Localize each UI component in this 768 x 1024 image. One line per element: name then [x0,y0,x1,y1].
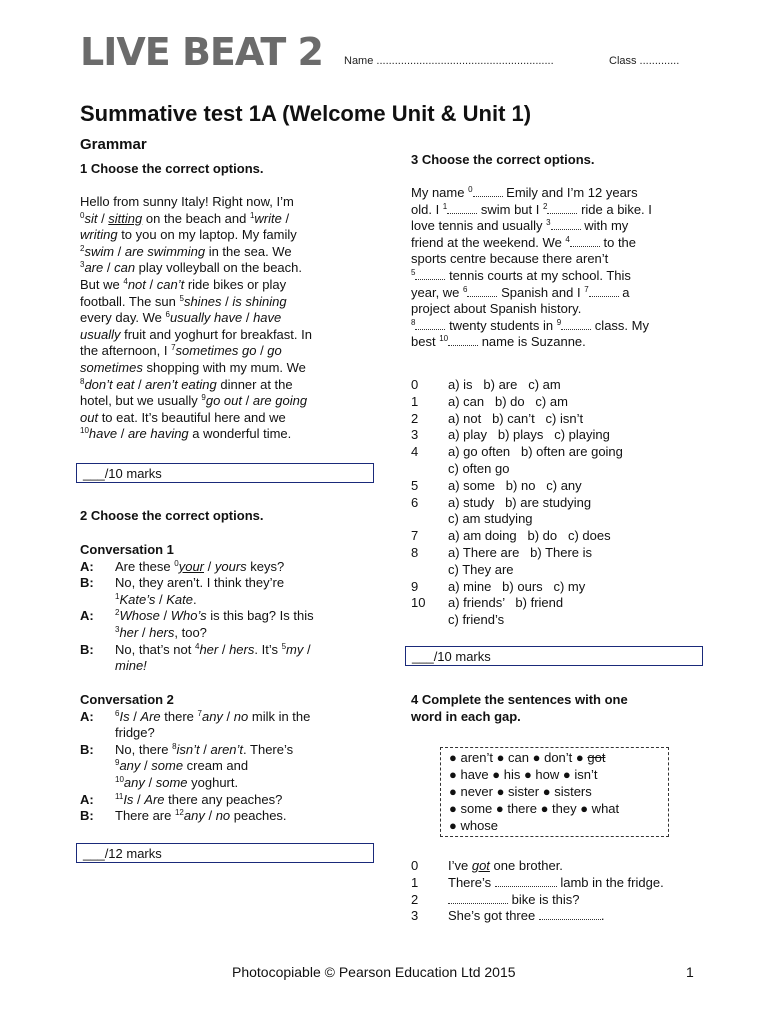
q3-option-text: a) not b) can’t c) isn’t [448,410,584,426]
q3-option-row [411,461,711,478]
q1-marks-box[interactable]: ___/10 marks [76,463,374,483]
section-heading: Grammar [80,136,147,153]
q1-heading: 1 Choose the correct options. [80,161,264,176]
q3-option-row [411,528,711,545]
word-box [440,747,669,837]
word-box-line: ● aren’t ● can ● don’t ● got [449,750,606,765]
q2-conversation-1: Conversation 1 A: Are these $^0$your / yours keys? B: No, they aren’t. I think they’re $^1$Kate’s / Kate. A: $^2$Whose / Who’s is this bag? Is this $^3$her / hers, too? B: No, that’s not $^4$her / hers. It’s $^5$my / mine! [80,542,370,675]
logo [80,30,323,74]
word-box-line: ● whose [449,818,499,833]
q3-option-text: c) friend’s [448,612,505,628]
page-number: 1 [686,964,694,980]
q3-option-number: 5 [411,477,419,493]
q3-option-row [411,444,711,461]
q2-marks-box[interactable]: ___/12 marks [76,843,374,863]
q3-option-row [411,612,711,629]
q3-option-number [411,511,448,528]
q3-option-number [411,562,448,579]
q3-option-number: 7 [411,528,419,544]
q3-option-row [411,377,711,394]
q3-option-number: 3 [411,427,419,443]
struck-word: got [587,750,606,765]
class-field-label: Class ............. [609,55,680,67]
q3-option-number: 10 [411,595,426,611]
q3-option-row [411,545,711,562]
q3-option-text: a) some b) no c) any [448,477,582,493]
q3-option-row [411,427,711,444]
q2-heading: 2 Choose the correct options. [80,508,264,523]
q3-option-number: 0 [411,377,419,392]
q3-option-number: 2 [411,410,419,426]
q3-option-text: c) often go [448,460,510,476]
q3-option-text: c) They are [448,561,514,577]
q3-option-text: a) study b) are studying [448,494,592,510]
q3-option-text: a) There are b) There is [448,544,593,560]
answer-gap[interactable] [495,876,557,887]
word-box-line: ● never ● sister ● sisters [449,784,592,799]
q3-option-number: 1 [411,393,419,409]
q3-option-number: 8 [411,544,419,560]
q3-option-number: 6 [411,494,419,510]
q3-option-row [411,478,711,495]
conv2-title: Conversation 2 [80,692,174,707]
q3-option-number [411,612,448,629]
page-title: Summative test 1A (Welcome Unit & Unit 1) [80,101,532,126]
word-box-line: ● have ● his ● how ● isn’t [449,767,598,782]
q4-heading-line2: word in each gap. [411,709,521,724]
q3-option-number: 9 [411,578,419,594]
q3-option-text: c) am studying [448,511,533,527]
q4-heading-line1: 4 Complete the sentences with one [411,692,628,707]
q4-heading [411,691,628,725]
conv1-title: Conversation 1 [80,542,174,557]
q3-option-text: a) is b) are c) am [448,377,561,392]
q3-option-text: a) friends’ b) friend [448,595,564,611]
answer-gap[interactable] [448,893,508,904]
q4-item: 2 bike is this? [411,891,580,907]
q3-option-text: a) can b) do c) am [448,393,568,409]
q4-sentences [411,858,711,925]
q2-conversation-2: Conversation 2 A: $^6$Is / Are there $^7$any / no milk in the fridge? B: No, there $^8$isn’t / aren’t. There’s $^9$any / some cream and $^{10}$any / some yoghurt. A: $^{11}$Is / Are there any peaches? B: There are $^{12}$any / no peaches. [80,692,370,825]
q4-item: 1 There’s lamb in the fridge. [411,874,664,890]
q3-option-number: 4 [411,444,419,460]
q4-item: 0 I’ve got one brother. [411,858,563,873]
q3-option-number [411,461,448,478]
logo-text: LIVE BEAT 2 [80,30,323,74]
q3-option-row [411,595,711,612]
q3-option-row [411,579,711,596]
q3-option-text: a) mine b) ours c) my [448,578,586,594]
q3-heading: 3 Choose the correct options. [411,152,595,167]
example-answer: got [471,858,490,873]
q3-option-row [411,495,711,512]
q4-item: 3 She’s got three . [411,908,605,924]
q3-option-text: a) play b) plays c) playing [448,427,610,443]
q3-option-row [411,511,711,528]
name-field-label: Name .......................................................... [344,55,554,67]
q3-options-list [411,377,711,629]
word-box-line: ● some ● there ● they ● what [449,801,620,816]
q1-passage: Hello from sunny Italy! Right now, I’m $^0$sit / sitting on the beach and $^1$write / writing to you on my laptop. My family $^2$swim / are swimming in the sea. We $^3$are / can play volleyball on the beach. But we $^4$not / can’t ride bikes or play football. The sun $^5$shines / is shining every day. We $^6$usually have / have usually fruit and yoghurt for breakfast. In the afternoon, I $^7$sometimes go / go sometimes shopping with my mum. We $^8$don’t eat / aren’t eating dinner at the hotel, but we usually $^9$go out / are going out to eat. It’s beautiful here and we $^{10}$have / are having a wonderful time. [80,194,312,442]
q3-option-row [411,411,711,428]
q3-option-row [411,562,711,579]
footer-copyright: Photocopiable © Pearson Education Ltd 2015 [232,964,516,980]
q3-passage: My name $^0$ Emily and I’m 12 years old. I $^1$ swim but I $^2$ ride a bike. I love tennis and usually $^3$ with my friend at the weekend. We $^4$ to the sports centre because there aren’t $^5$ tennis courts at my school. This year, we $^6$ Spanish and I $^7$ a project about Spanish history. $^8$ twenty students in $^9$ class. My best $^{10}$ name is Suzanne. [411,185,652,350]
q3-marks-box[interactable]: ___/10 marks [405,646,703,666]
q3-option-text: a) am doing b) do c) does [448,528,611,544]
q3-option-text: a) go often b) often are going [448,444,623,460]
answer-gap[interactable] [539,909,601,920]
q3-option-row [411,394,711,411]
